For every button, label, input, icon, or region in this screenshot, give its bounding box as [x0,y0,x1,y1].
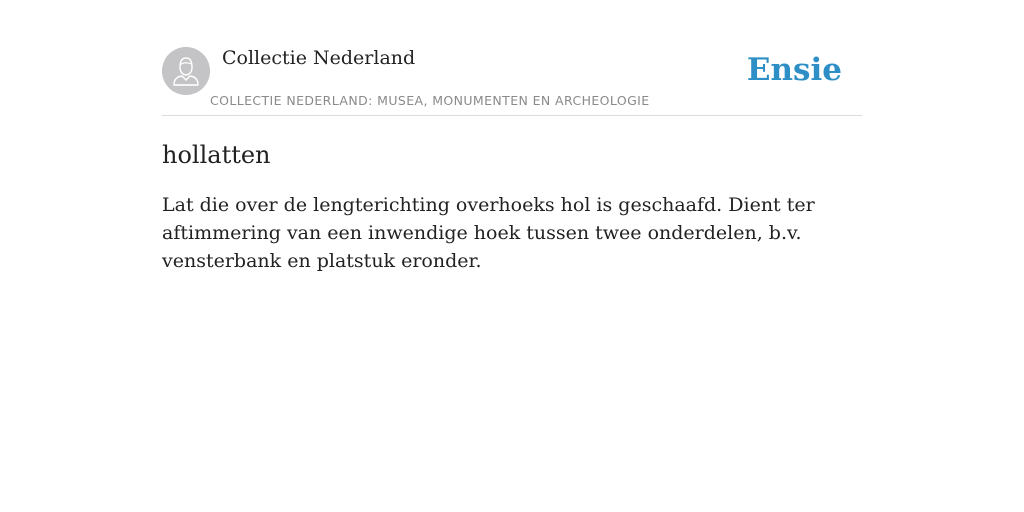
card-header [162,46,862,116]
author-avatar[interactable] [162,47,210,95]
definition-card [162,46,862,275]
collection-label[interactable]: COLLECTIE NEDERLAND: MUSEA, MONUMENTEN EN ARCHEOLOGIE [210,93,650,108]
entry-term: hollatten [162,141,271,169]
entry-definition: Lat die over de lengterichting overhoeks hol is geschaafd. Dient ter aftimmering van een inwendige hoek tussen twee onderdelen, b.v. vensterbank en platstuk eronder. [162,194,815,272]
brand-logo[interactable]: Ensie [746,52,842,88]
user-icon [162,47,210,95]
author-name[interactable]: Collectie Nederland [222,47,416,69]
